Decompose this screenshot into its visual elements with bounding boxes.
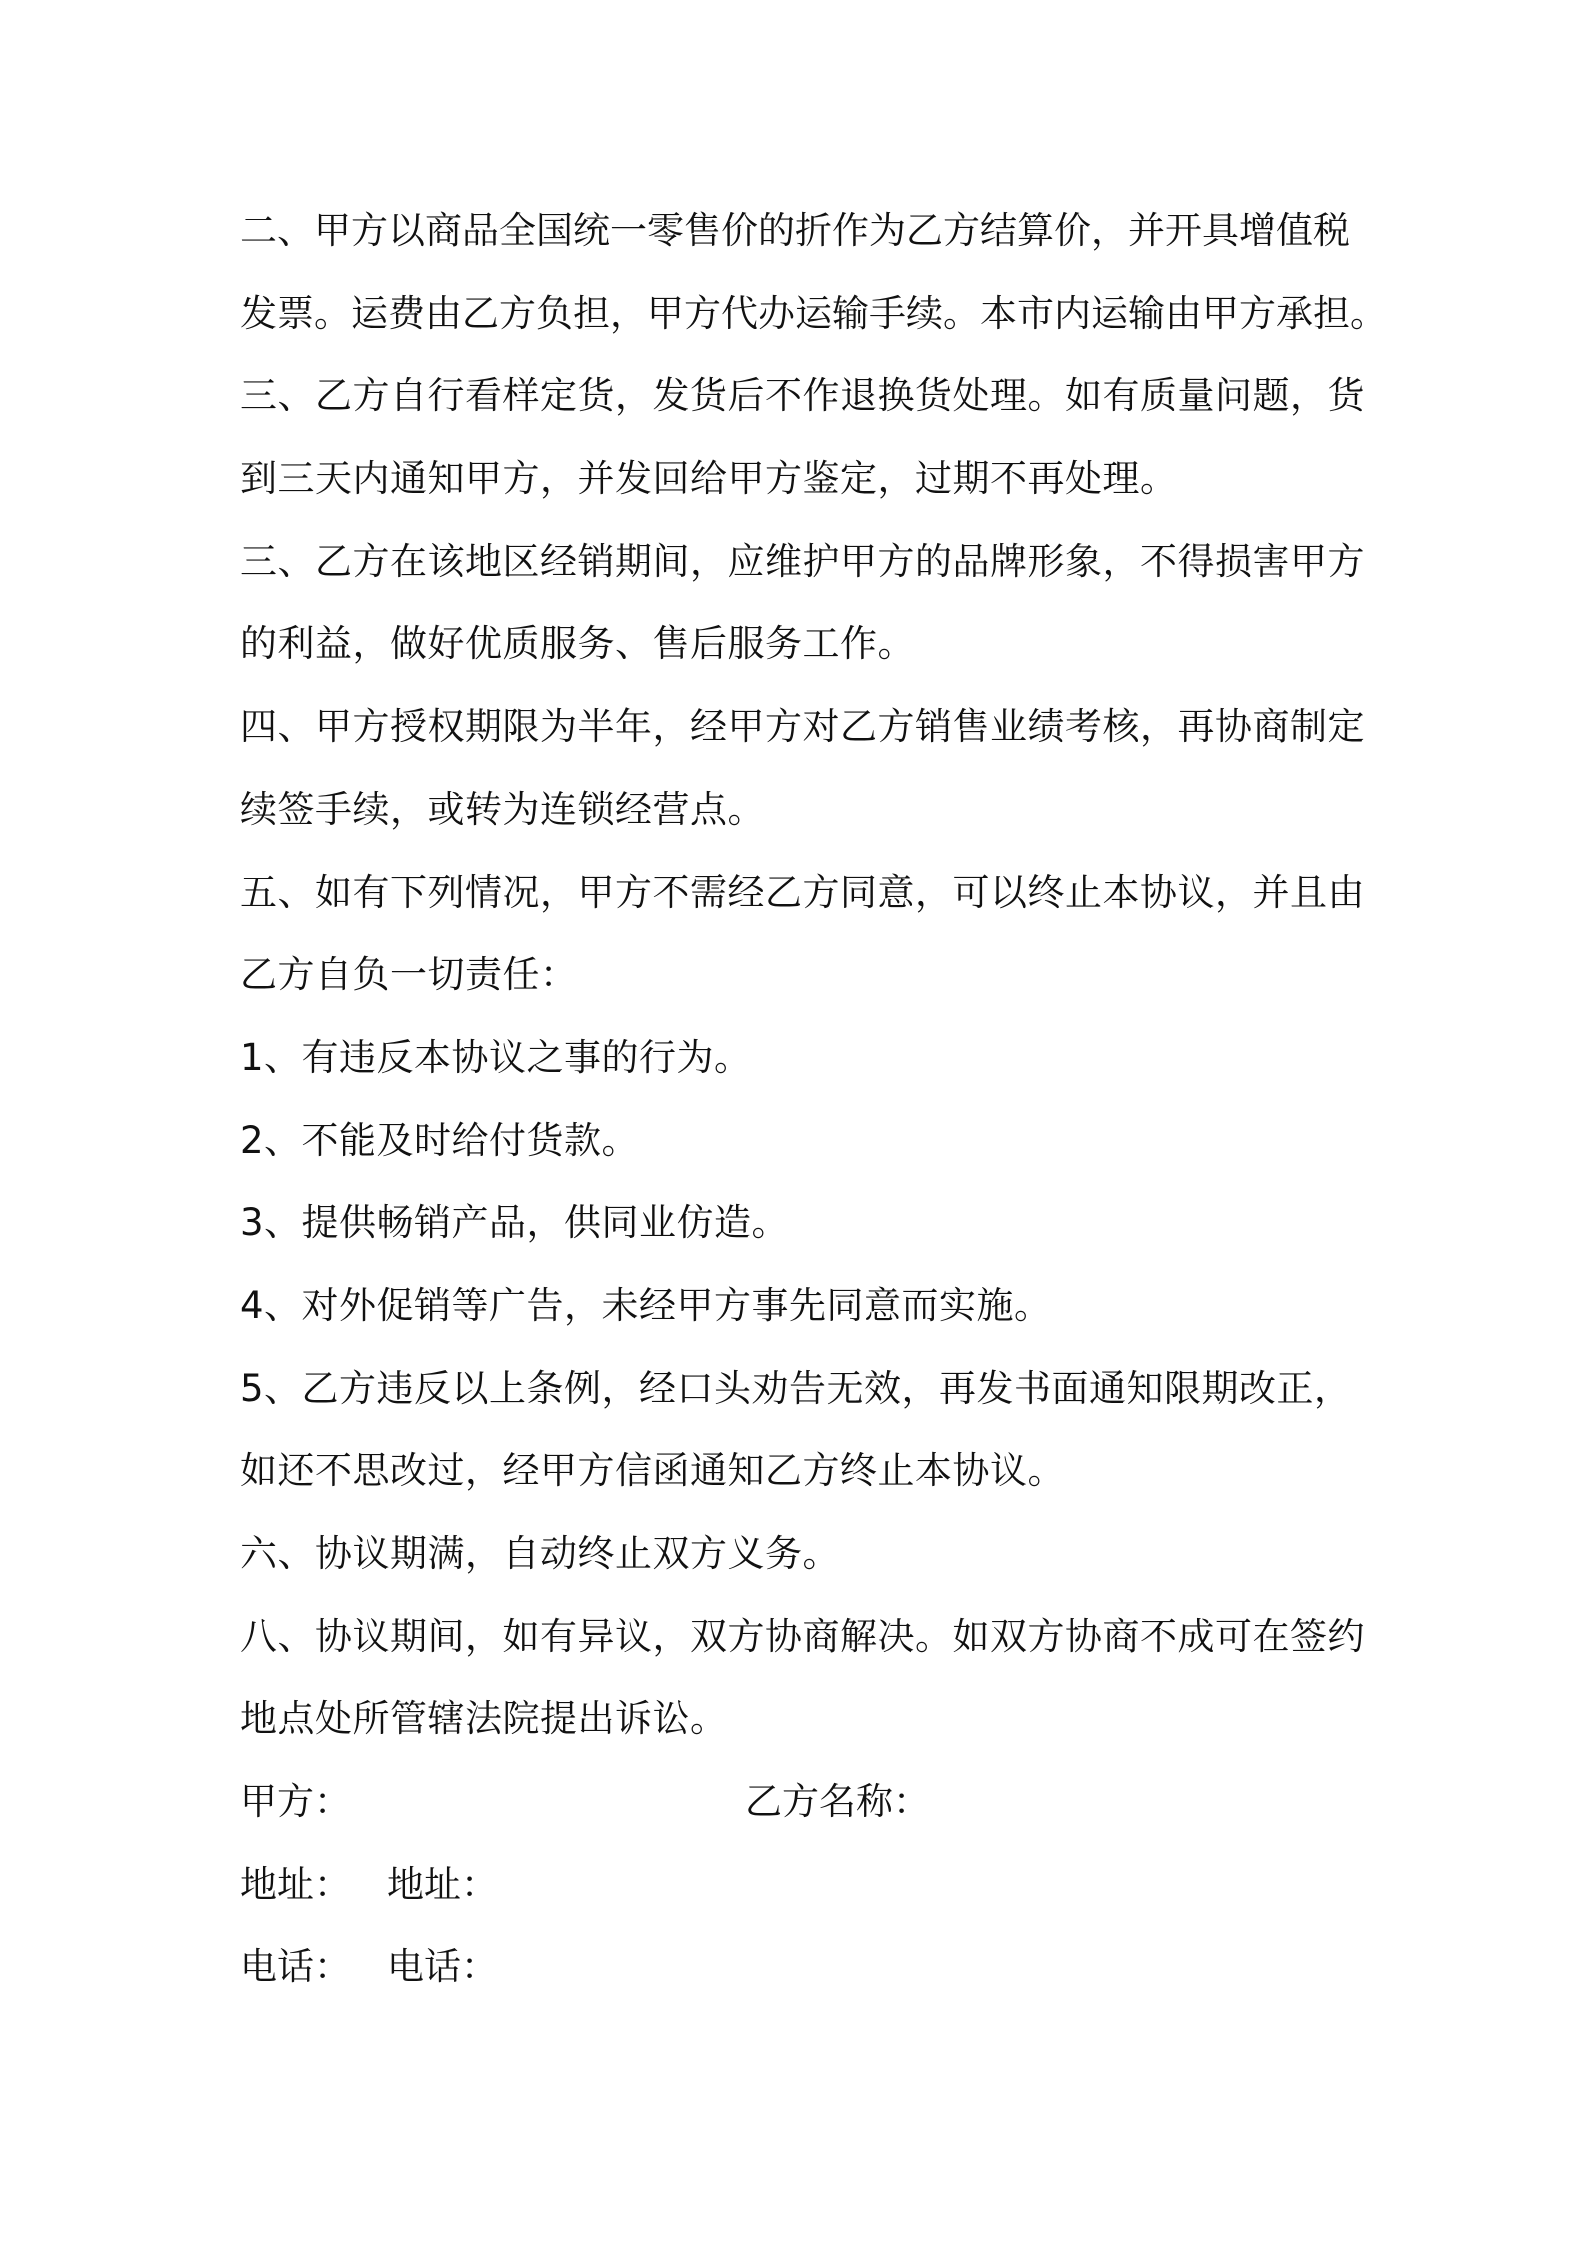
clause-6-expiry	[240, 1513, 1370, 1596]
clause-3-brand-image	[240, 521, 1370, 686]
text-line: 三、乙方在该地区经销期间，应维护甲方的品牌形象，不得损害甲方	[240, 539, 1365, 583]
text-line: 地点处所管辖法院提出诉讼。	[240, 1697, 728, 1741]
party-b-address-label: 地址：	[387, 1862, 498, 1906]
text-line: 八、协议期间，如有异议，双方协商解决。如双方协商不成可在签约	[240, 1614, 1365, 1658]
address-row	[240, 1844, 1370, 1927]
text-line: 二、甲方以商品全国统一零售价的折作为乙方结算价，并开具增值税	[240, 209, 1350, 252]
termination-item-5	[240, 1348, 1370, 1513]
signature-block	[240, 1761, 1370, 2009]
termination-item-3	[240, 1182, 1370, 1265]
text-line: 如还不思改过，经甲方信函通知乙方终止本协议。	[240, 1449, 1065, 1493]
text-line: 2、不能及时给付货款。	[240, 1118, 640, 1162]
clause-2-pricing	[240, 190, 1387, 355]
party-a-label: 甲方：	[240, 1780, 351, 1824]
clause-3-ordering	[240, 355, 1370, 520]
party-b-phone-label: 电话：	[387, 1945, 498, 1989]
party-b-name-label: 乙方名称：	[745, 1780, 930, 1824]
clause-8-disputes	[240, 1596, 1370, 1761]
text-line: 5、乙方违反以上条例，经口头劝告无效，再发书面通知限期改正，	[240, 1366, 1352, 1410]
text-line: 3、提供畅销产品，供同业仿造。	[240, 1201, 790, 1245]
text-line: 的利益，做好优质服务、售后服务工作。	[240, 622, 915, 666]
clause-5-termination	[240, 852, 1370, 1017]
text-line: 乙方自负一切责任：	[240, 953, 578, 997]
phone-row	[240, 1926, 1370, 2009]
text-line: 续签手续，或转为连锁经营点。	[240, 787, 765, 831]
text-line: 三、乙方自行看样定货，发货后不作退换货处理。如有质量问题，货	[240, 374, 1365, 418]
text-line: 4、对外促销等广告，未经甲方事先同意而实施。	[240, 1283, 1052, 1327]
text-line: 四、甲方授权期限为半年，经甲方对乙方销售业绩考核，再协商制定	[240, 705, 1365, 749]
party-a-address-label: 地址：	[240, 1862, 351, 1906]
text-line: 到三天内通知甲方，并发回给甲方鉴定，过期不再处理。	[240, 457, 1178, 501]
party-a-phone-label: 电话：	[240, 1945, 351, 1989]
address-labels	[240, 1844, 498, 1927]
termination-item-1	[240, 1017, 1370, 1100]
text-line: 1、有违反本协议之事的行为。	[240, 1035, 752, 1079]
text-line: 五、如有下列情况，甲方不需经乙方同意，可以终止本协议，并且由	[240, 870, 1365, 914]
text-line: 六、协议期满，自动终止双方义务。	[240, 1532, 840, 1575]
party-row	[240, 1761, 1370, 1844]
termination-item-2	[240, 1100, 1370, 1183]
clause-4-authorization-term	[240, 686, 1370, 851]
text-line: 发票。运费由乙方负担，甲方代办运输手续。本市内运输由甲方承担。	[240, 291, 1387, 335]
phone-labels	[240, 1926, 498, 2009]
termination-item-4	[240, 1265, 1370, 1348]
contract-body	[240, 190, 1387, 2009]
